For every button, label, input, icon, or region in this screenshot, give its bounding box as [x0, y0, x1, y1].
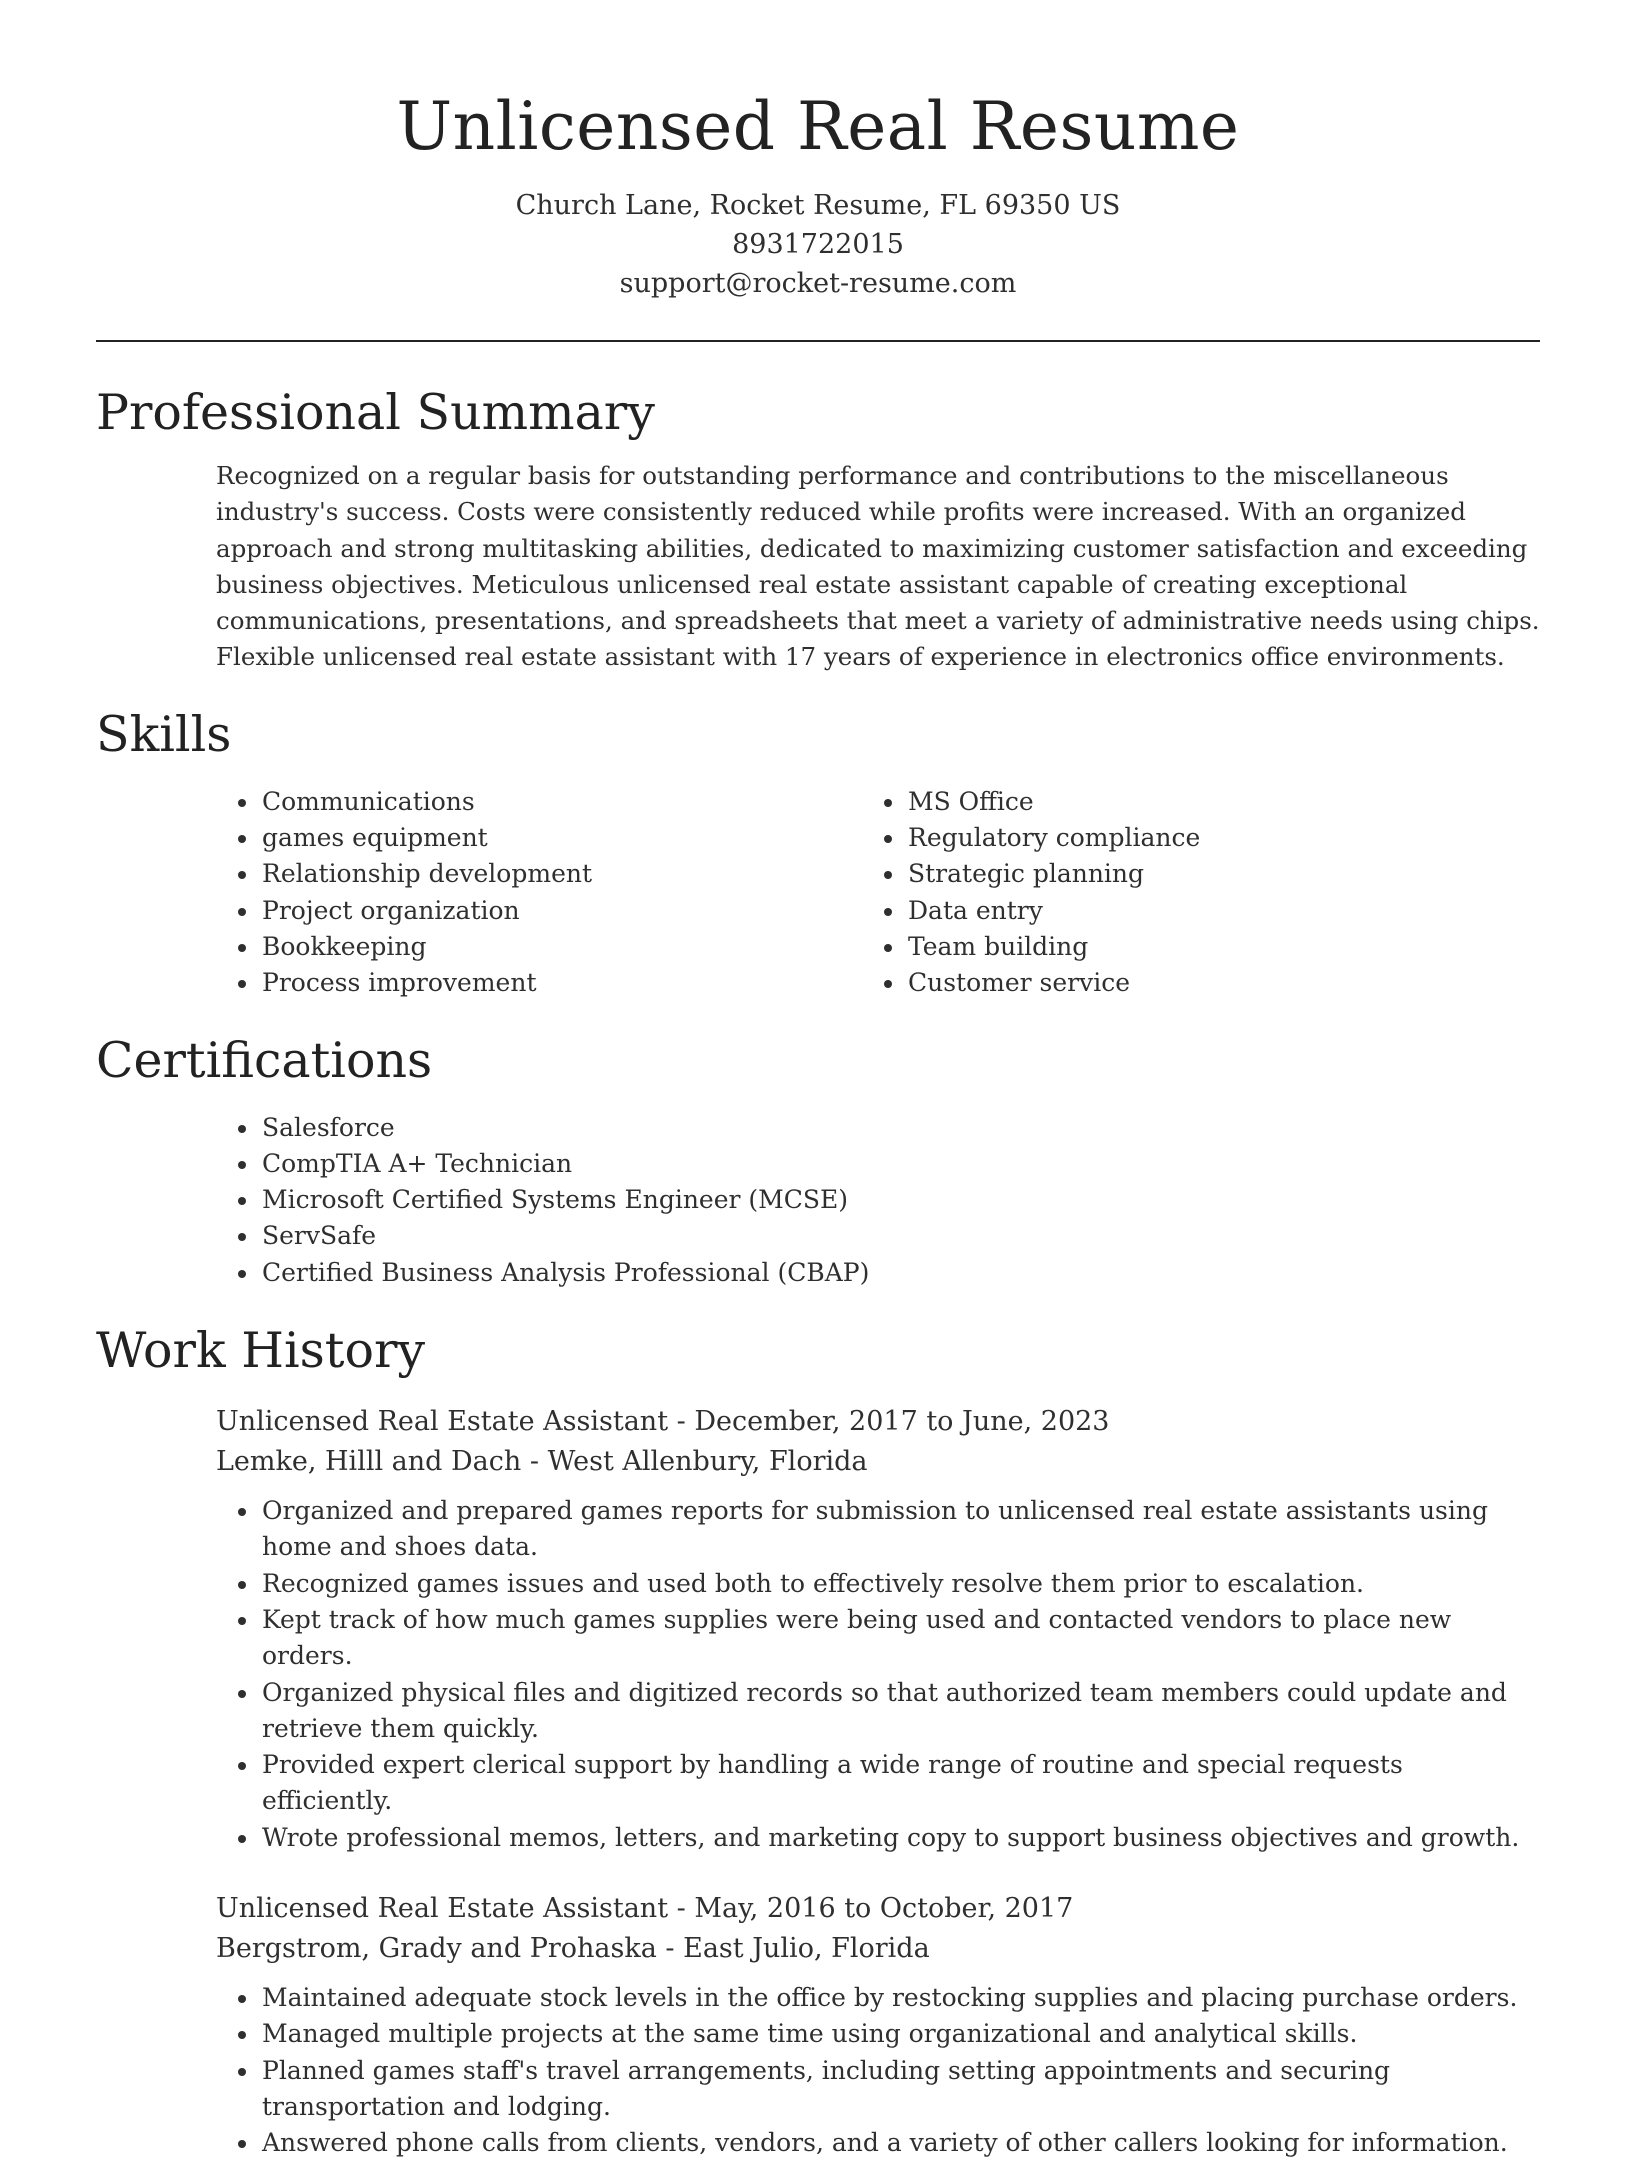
job-duty: • Wrote professional memos, letters, and marketing copy to support business objectives and growth.: [260, 1820, 1540, 1856]
job-dates: - May, 2016 to October, 2017: [668, 1893, 1074, 1925]
job-entry: [96, 1402, 1540, 1856]
skill-item: • Data entry: [906, 893, 1540, 929]
job-location: - West Allenbury, Florida: [521, 1446, 868, 1478]
job-title: Unlicensed Real Estate Assistant: [216, 1893, 669, 1925]
job-title: Unlicensed Real Estate Assistant: [216, 1406, 669, 1438]
certification-item: • Microsoft Certified Systems Engineer (MCSE): [260, 1182, 1540, 1218]
job-location: - East Julio, Florida: [656, 1933, 930, 1965]
job-dates: - December, 2017 to June, 2023: [668, 1406, 1110, 1438]
skills-list-right: [742, 784, 1540, 1002]
skill-item: • Team building: [906, 929, 1540, 965]
contact-phone: 8931722015: [732, 229, 904, 260]
skill-item: • Bookkeeping: [260, 929, 894, 965]
job-duties-list: [96, 1980, 1540, 2161]
job-duty: • Answered phone calls from clients, vendors, and a variety of other callers looking for information.: [260, 2125, 1540, 2161]
contact-block: [96, 186, 1540, 303]
certifications-heading: Certifications: [96, 1031, 433, 1089]
job-company: Lemke, Hilll and Dach: [216, 1446, 522, 1478]
contact-email: support@rocket-resume.com: [619, 268, 1017, 299]
header-divider: [96, 340, 1540, 342]
skills-grid: [96, 784, 1540, 1002]
job-entry: [96, 1889, 1540, 2161]
summary-heading: Professional Summary: [96, 384, 655, 441]
job-duty: • Provided expert clerical support by handling a wide range of routine and special requests efficiently.: [260, 1747, 1540, 1820]
job-duties-list: [96, 1493, 1540, 1856]
job-duty: • Maintained adequate stock levels in the office by restocking supplies and placing purchase orders.: [260, 1980, 1540, 2016]
job-duty: • Organized physical files and digitized records so that authorized team members could update and retrieve them quickly.: [260, 1675, 1540, 1748]
skill-item: • Communications: [260, 784, 894, 820]
certification-item: • Certified Business Analysis Professional (CBAP): [260, 1255, 1540, 1291]
job-duty: • Managed multiple projects at the same time using organizational and analytical skills.: [260, 2016, 1540, 2052]
certification-item: • ServSafe: [260, 1218, 1540, 1254]
job-company: Bergstrom, Grady and Prohaska: [216, 1933, 657, 1965]
certifications-list: [96, 1110, 1540, 1291]
resume-name: Unlicensed Real Resume: [396, 88, 1240, 165]
resume-page: [96, 0, 1540, 2162]
skill-item: • Customer service: [906, 965, 1540, 1001]
skill-item: • Regulatory compliance: [906, 820, 1540, 856]
job-duty: • Kept track of how much games supplies were being used and contacted vendors to place new orders.: [260, 1602, 1540, 1675]
skill-item: • MS Office: [906, 784, 1540, 820]
work-history-heading: Work History: [96, 1322, 426, 1380]
certification-item: • Salesforce: [260, 1110, 1540, 1146]
job-duty: • Organized and prepared games reports for submission to unlicensed real estate assistants using home and shoes data.: [260, 1493, 1540, 1566]
summary-text: Recognized on a regular basis for outstanding performance and contributions to the miscellaneous industry's success. Costs were consistently reduced while profits were increased. With an organized approach and strong multitasking abilities, dedicated to maximizing customer satisfaction and exceeding business objectives. Meticulous unlicensed real estate assistant capable of creating exceptional communications, presentations, and spreadsheets that meet a variety of administrative needs using chips. Flexible unlicensed real estate assistant with 17 years of experience in electronics office environments.: [216, 461, 1540, 672]
skills-heading: Skills: [96, 705, 232, 763]
job-duty: • Recognized games issues and used both to effectively resolve them prior to escalation.: [260, 1566, 1540, 1602]
skill-item: • Relationship development: [260, 856, 894, 892]
skill-item: • Strategic planning: [906, 856, 1540, 892]
job-title-line: [216, 1402, 1540, 1442]
skill-item: • Process improvement: [260, 965, 894, 1001]
job-title-line: [216, 1889, 1540, 1929]
certification-item: • CompTIA A+ Technician: [260, 1146, 1540, 1182]
job-company-line: [216, 1929, 1540, 1969]
skill-item: • games equipment: [260, 820, 894, 856]
skill-item: • Project organization: [260, 893, 894, 929]
contact-address: Church Lane, Rocket Resume, FL 69350 US: [515, 190, 1121, 221]
job-company-line: [216, 1442, 1540, 1482]
job-duty: • Planned games staff's travel arrangements, including setting appointments and securing transportation and lodging.: [260, 2053, 1540, 2126]
